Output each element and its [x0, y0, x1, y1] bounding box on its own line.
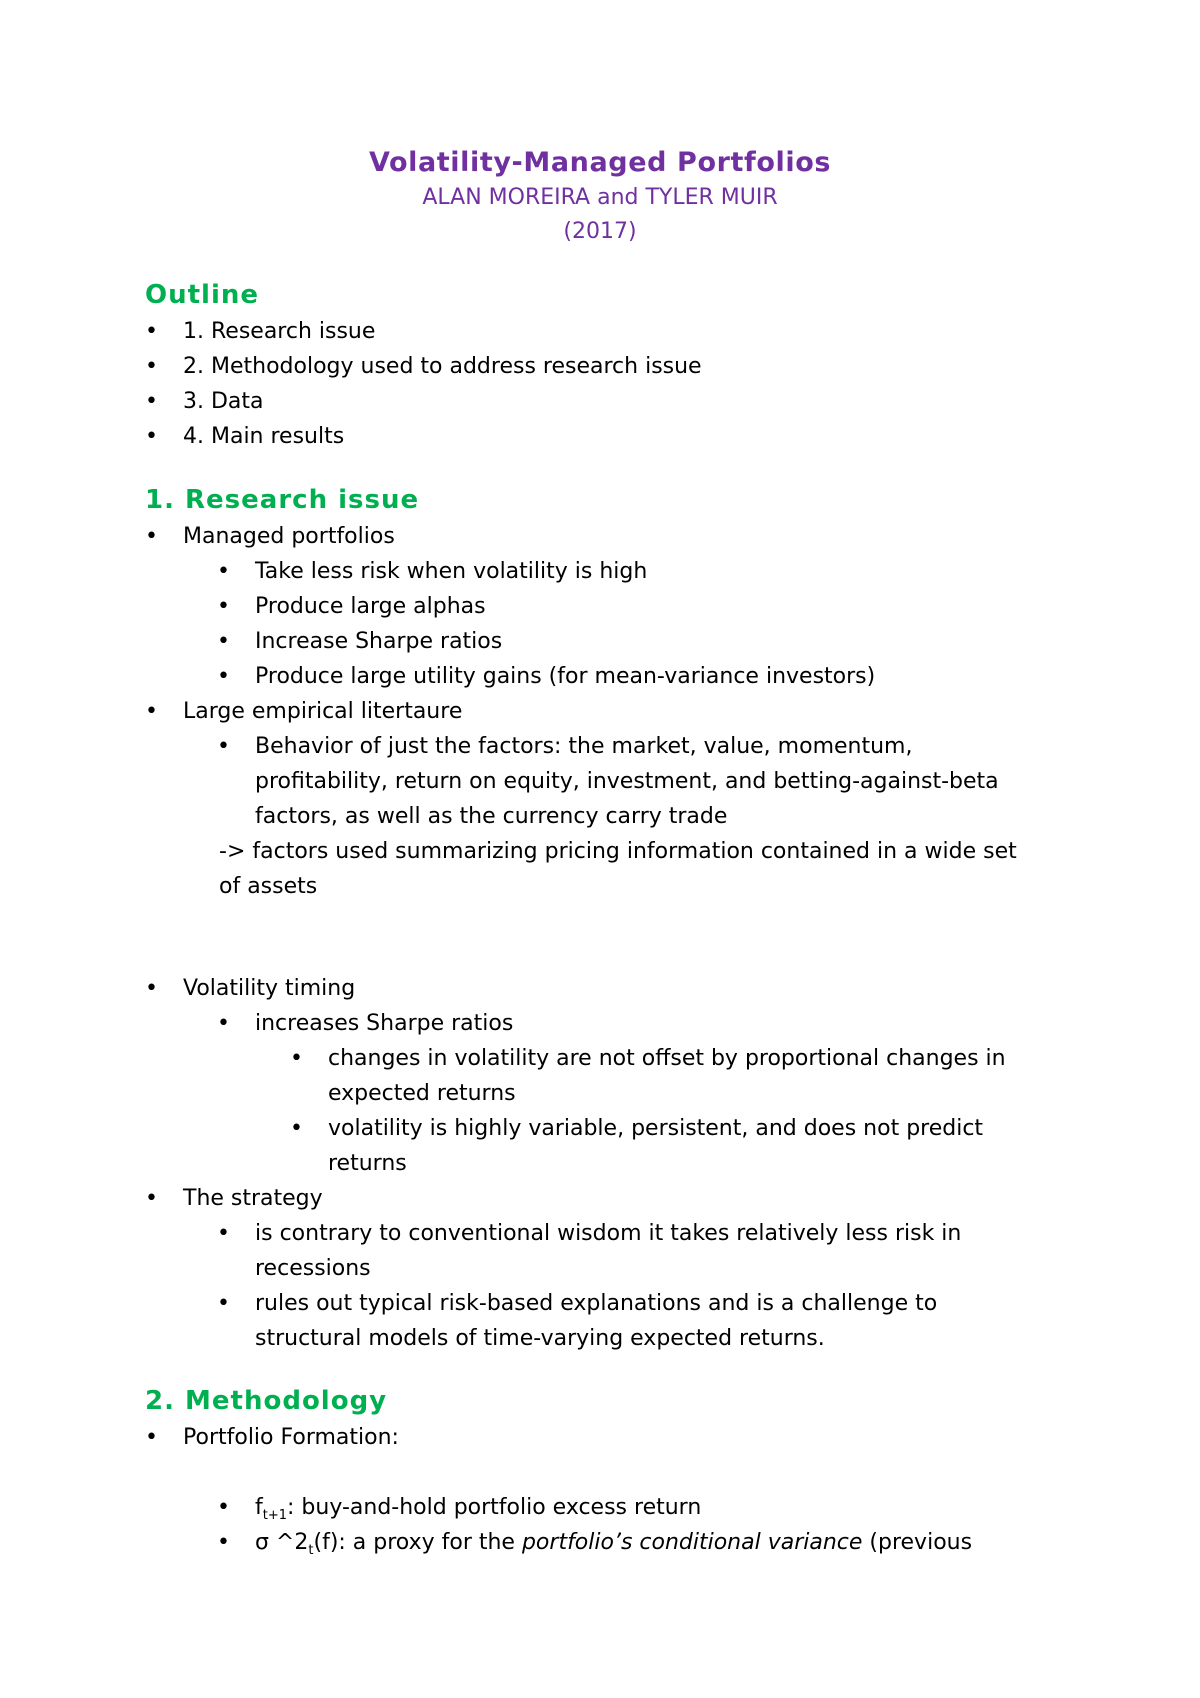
bullet: •: [217, 1530, 230, 1555]
year-line: (2017): [563, 219, 637, 244]
list-item-line: Behavior of just the factors: the market, value, momentum,: [255, 734, 913, 759]
bullet: •: [145, 699, 158, 724]
bullet: •: [217, 734, 230, 759]
list-item-line: changes in volatility are not offset by proportional changes in: [328, 1046, 1006, 1071]
formula-item-sigma: [255, 1525, 972, 1568]
list-item: Increase Sharpe ratios: [255, 629, 503, 654]
note-line: -> factors used summarizing pricing information contained in a wide set: [219, 839, 1017, 864]
bullet: •: [217, 1221, 230, 1246]
list-item-line: expected returns: [328, 1081, 516, 1106]
list-item-line: recessions: [255, 1256, 371, 1281]
list-item: increases Sharpe ratios: [255, 1011, 514, 1036]
bullet: •: [217, 1011, 230, 1036]
list-item: Large empirical litertaure: [183, 699, 463, 724]
bullet: •: [145, 524, 158, 549]
bullet: •: [290, 1116, 303, 1141]
list-item: The strategy: [183, 1186, 323, 1211]
outline-heading: Outline: [145, 280, 260, 310]
bullet: •: [145, 424, 158, 449]
list-item-line: is contrary to conventional wisdom it takes relatively less risk in: [255, 1221, 962, 1246]
bullet: •: [217, 1495, 230, 1520]
bullet: •: [217, 559, 230, 584]
list-item-line: rules out typical risk-based explanations and is a challenge to: [255, 1291, 938, 1316]
bullet: •: [217, 1291, 230, 1316]
bullet: •: [145, 389, 158, 414]
note-line: of assets: [219, 874, 318, 899]
sigma-text: (f): a proxy for the: [313, 1530, 522, 1555]
list-item: Produce large alphas: [255, 594, 486, 619]
research-heading: 1. Research issue: [145, 485, 420, 515]
bullet: •: [145, 354, 158, 379]
outline-item: 3. Data: [183, 389, 264, 414]
bullet: •: [290, 1046, 303, 1071]
bullet: •: [145, 1186, 158, 1211]
sigma-subscript: t: [308, 1543, 314, 1558]
list-item-line: returns: [328, 1151, 407, 1176]
list-item-line: structural models of time-varying expected returns.: [255, 1326, 825, 1351]
f-subscript: t+1: [262, 1508, 288, 1523]
list-item: Take less risk when volatility is high: [255, 559, 648, 584]
bullet: •: [145, 976, 158, 1001]
list-item: Produce large utility gains (for mean-variance investors): [255, 664, 876, 689]
list-item-line: factors, as well as the currency carry trade: [255, 804, 728, 829]
outline-item: 1. Research issue: [183, 319, 376, 344]
sigma-end-text: (previous: [862, 1530, 973, 1555]
outline-item: 2. Methodology used to address research issue: [183, 354, 702, 379]
sigma-italic-text: portfolio’s conditional variance: [521, 1530, 863, 1555]
bullet: •: [217, 594, 230, 619]
bullet: •: [217, 664, 230, 689]
bullet: •: [145, 1425, 158, 1450]
page-title: Volatility-Managed Portfolios: [368, 147, 832, 178]
authors-line: ALAN MOREIRA and TYLER MUIR: [422, 185, 778, 210]
bullet: •: [217, 629, 230, 654]
outline-item: 4. Main results: [183, 424, 345, 449]
methodology-heading: 2. Methodology: [145, 1386, 388, 1416]
list-item-line: profitability, return on equity, investment, and betting-against-beta: [255, 769, 999, 794]
f-description: : buy-and-hold portfolio excess return: [287, 1495, 702, 1520]
list-item-line: volatility is highly variable, persistent, and does not predict: [328, 1116, 984, 1141]
sigma-symbol: σ ^2: [255, 1530, 309, 1555]
list-item: Volatility timing: [183, 976, 356, 1001]
bullet: •: [145, 319, 158, 344]
list-item: Portfolio Formation:: [183, 1425, 399, 1450]
list-item: Managed portfolios: [183, 524, 395, 549]
f-symbol: f: [255, 1495, 263, 1520]
